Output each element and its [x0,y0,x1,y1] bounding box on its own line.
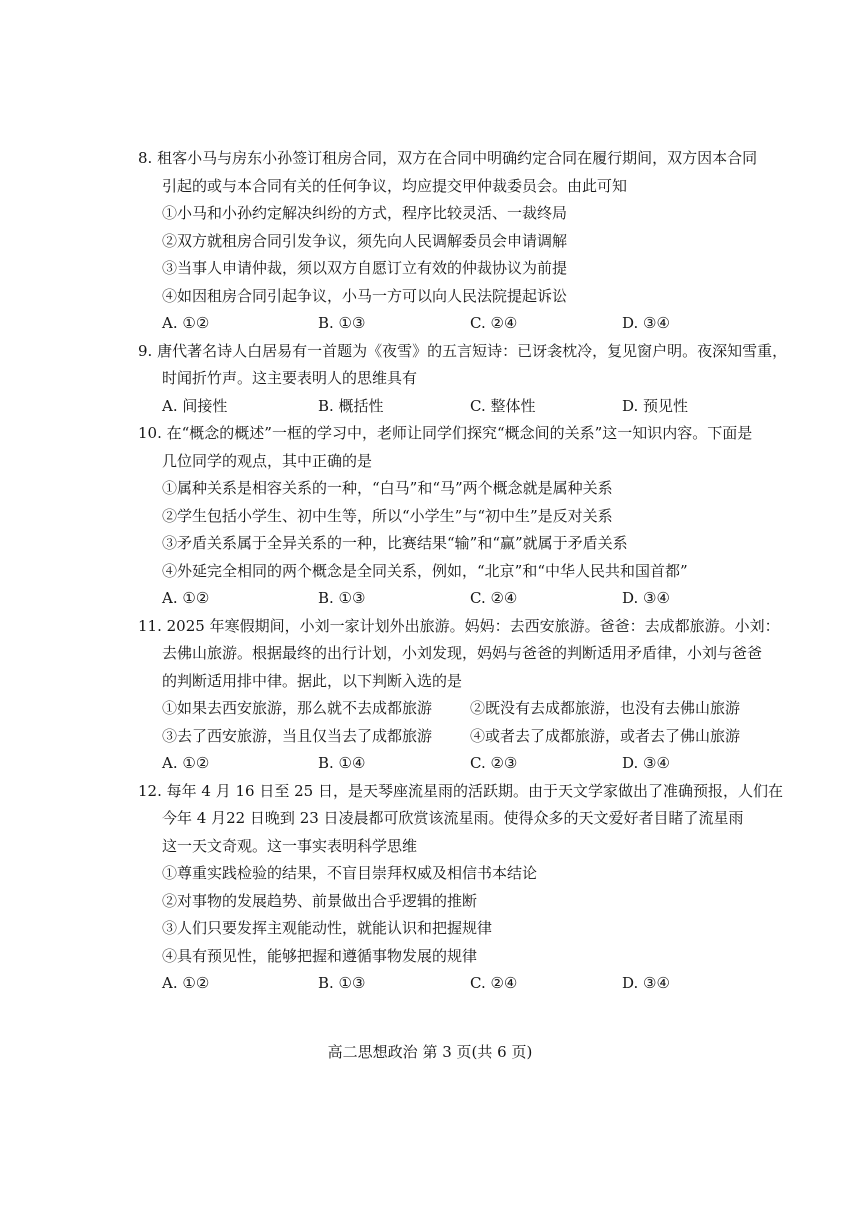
option-statement: ③矛盾关系属于全异关系的一种，比赛结果“输”和“赢”就属于矛盾关系 [162,534,628,552]
option-statement: ④或者去了成都旅游，或者去了佛山旅游 [470,726,741,745]
question-9 [138,338,788,421]
answer-choices [138,970,758,998]
question-stem-line: 8. 租客小马与房东小孙签订租房合同，双方在合同中明确约定合同在履行期间，双方因本合同 [138,149,758,167]
option-statement: ③去了西安旅游，当且仅当去了成都旅游 [162,726,433,745]
option-statement: ④外延完全相同的两个概念是全同关系，例如，“北京”和“中华人民共和国首都” [162,561,688,580]
question-8 [138,145,758,338]
choice-d[interactable]: D. ③④ [622,314,670,332]
question-stem-line: 这一天文奇观。这一事实表明科学思维 [162,836,418,855]
choice-c[interactable]: C. ②④ [470,974,518,992]
option-statement: ③人们只要发挥主观能动性，就能认识和把握规律 [162,919,493,937]
choice-b[interactable]: B. ①④ [318,754,366,772]
choice-c[interactable]: C. ②④ [470,589,518,607]
option-row [138,723,758,751]
answer-choices [138,393,758,421]
question-stem-line: 的判断适用排中律。据此，以下判断入选的是 [162,671,463,690]
option-statement: ④具有预见性，能够把握和遵循事物发展的规律 [162,946,478,965]
choice-b[interactable]: B. ①③ [318,974,366,992]
choice-b[interactable]: B. ①③ [318,314,366,332]
choice-c[interactable]: C. 整体性 [470,396,536,415]
choice-d[interactable]: D. 预见性 [622,396,689,415]
choice-b[interactable]: B. 概括性 [318,396,384,415]
page-footer: 高二思想政治 第 3 页(共 6 页) [327,1043,533,1061]
option-row [138,695,758,723]
choice-c[interactable]: C. ②③ [470,754,518,772]
option-statement: ①尊重实践检验的结果，不盲目崇拜权威及相信书本结论 [162,864,538,882]
question-stem-line: 今年 4 月22 日晚到 23 日凌晨都可欣赏该流星雨。使得众多的天文爱好者目睹了流星雨 [162,809,744,827]
choice-a[interactable]: A. ①② [162,754,210,772]
answer-choices [138,585,758,613]
option-statement: ④如因租房合同引起争议，小马一方可以向人民法院提起诉讼 [162,286,568,305]
question-stem-line: 引起的或与本合同有关的任何争议，均应提交甲仲裁委员会。由此可知 [162,176,628,195]
option-statement: ②对事物的发展趋势、前景做出合乎逻辑的推断 [162,891,478,910]
question-11 [138,613,780,778]
choice-a[interactable]: A. ①② [162,314,210,332]
question-stem-line: 10. 在“概念的概述”一框的学习中，老师让同学们探究“概念间的关系”这一知识内容。下面是 [138,424,753,442]
question-10 [138,420,758,613]
option-statement: ②双方就租房合同引发争议，须先向人民调解委员会申请调解 [162,231,568,250]
option-statement: ①小马和小孙约定解决纠纷的方式，程序比较灵活、一裁终局 [162,204,568,222]
question-stem-line: 12. 每年 4 月 16 日至 25 日，是天琴座流星雨的活跃期。由于天文学家做出了准确预报，人们在 [138,781,783,800]
question-stem-line: 9. 唐代著名诗人白居易有一首题为《夜雪》的五言短诗：已讶衾枕冷，复见窗户明。夜深知雪重， [138,341,788,360]
option-statement: ②学生包括小学生、初中生等，所以“小学生”与“初中生”是反对关系 [162,506,613,525]
choice-a[interactable]: A. ①② [162,974,210,992]
answer-choices [138,310,758,338]
option-statement: ①属种关系是相容关系的一种，“白马”和“马”两个概念就是属种关系 [162,479,613,497]
choice-d[interactable]: D. ③④ [622,754,670,772]
question-12 [138,778,783,998]
option-statement: ②既没有去成都旅游，也没有去佛山旅游 [470,699,741,717]
question-stem-line: 时闻折竹声。这主要表明人的思维具有 [162,369,418,387]
question-stem-line: 几位同学的观点，其中正确的是 [162,451,373,470]
choice-d[interactable]: D. ③④ [622,589,670,607]
question-stem-line: 11. 2025 年寒假期间，小刘一家计划外出旅游。妈妈：去西安旅游。爸爸：去成都旅游。小刘： [138,616,780,635]
choice-a[interactable]: A. ①② [162,589,210,607]
question-stem-line: 去佛山旅游。根据最终的出行计划，小刘发现，妈妈与爸爸的判断适用矛盾律，小刘与爸爸 [162,644,763,662]
option-statement: ③当事人申请仲裁，须以双方自愿订立有效的仲裁协议为前提 [162,259,568,277]
choice-b[interactable]: B. ①③ [318,589,366,607]
choice-c[interactable]: C. ②④ [470,314,518,332]
choice-d[interactable]: D. ③④ [622,974,670,992]
answer-choices [138,750,758,778]
option-statement: ①如果去西安旅游，那么就不去成都旅游 [162,699,433,717]
choice-a[interactable]: A. 间接性 [162,396,228,415]
